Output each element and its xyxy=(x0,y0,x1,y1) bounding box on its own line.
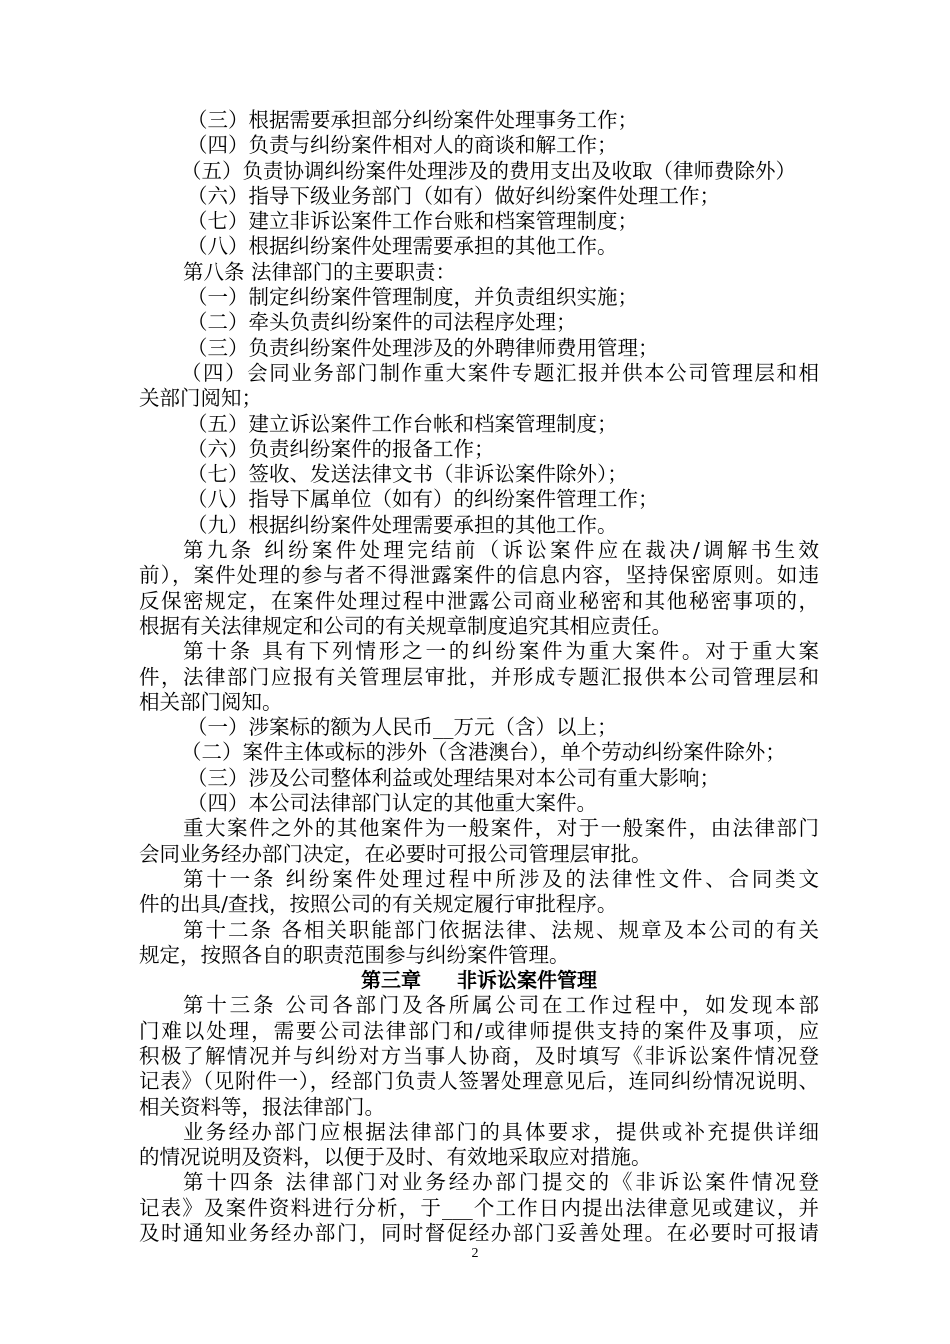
paragraph-line: 关部门阅知； xyxy=(139,386,262,411)
paragraph-line: （二）案件主体或标的涉外（含港澳台），单个劳动纠纷案件除外； xyxy=(181,740,786,765)
paragraph-line: 积极了解情况并与纠纷对方当事人协商，及时填写《非诉讼案件情况登 xyxy=(139,1043,819,1068)
chapter-heading xyxy=(139,968,819,993)
chapter-number: 第三章 xyxy=(361,968,421,993)
paragraph-line: （七）建立非诉讼案件工作台账和档案管理制度； xyxy=(187,209,638,234)
paragraph-line: （四）负责与纠纷案件相对人的商谈和解工作； xyxy=(187,133,618,158)
paragraph-line: （三）负责纠纷案件处理涉及的外聘律师费用管理； xyxy=(187,335,659,360)
paragraph-line: （四）本公司法律部门认定的其他重大案件。 xyxy=(187,791,597,816)
paragraph-line: 相关部门阅知。 xyxy=(139,689,283,714)
paragraph-line: 记表》（见附件一），经部门负责人签署处理意见后，连同纠纷情况说明、 xyxy=(139,1069,819,1094)
paragraph-line: 规定，按照各自的职责范围参与纠纷案件管理。 xyxy=(139,942,570,967)
paragraph-line: （二）牵头负责纠纷案件的司法程序处理； xyxy=(187,310,577,335)
paragraph-line: 会同业务经办部门决定，在必要时可报公司管理层审批。 xyxy=(139,841,652,866)
article-line: 第十四条 法律部门对业务经办部门提交的《非诉讼案件情况登 xyxy=(183,1170,819,1195)
paragraph-line: 业务经办部门应根据法律部门的具体要求，提供或补充提供详细 xyxy=(183,1119,819,1144)
document-body xyxy=(139,108,819,1246)
paragraph-line: （四）会同业务部门制作重大案件专题汇报并供本公司管理层和相 xyxy=(181,360,819,385)
article-heading: 第八条 法律部门的主要职责： xyxy=(183,259,457,284)
paragraph-line: 及时通知业务经办部门，同时督促经办部门妥善处理。在必要时可报请 xyxy=(139,1221,819,1246)
paragraph-line: 件，法律部门应报有关管理层审批，并形成专题汇报供本公司管理层和 xyxy=(139,664,819,689)
paragraph-line: （五）负责协调纠纷案件处理涉及的费用支出及收取（律师费除外） xyxy=(181,158,796,183)
article-line: 第十条 具有下列情形之一的纠纷案件为重大案件。对于重大案 xyxy=(183,639,819,664)
paragraph-line: （三）根据需要承担部分纠纷案件处理事务工作； xyxy=(187,108,638,132)
paragraph-line: （三）涉及公司整体利益或处理结果对本公司有重大影响； xyxy=(187,765,720,790)
paragraph-line: 门难以处理，需要公司法律部门和/或律师提供支持的案件及事项，应 xyxy=(139,1018,819,1043)
paragraph-line: （一）制定纠纷案件管理制度，并负责组织实施； xyxy=(187,285,638,310)
paragraph-line: （七）签收、发送法律文书（非诉讼案件除外）； xyxy=(187,462,628,487)
paragraph-line: （六）负责纠纷案件的报备工作； xyxy=(187,436,495,461)
article-line: 第十二条 各相关职能部门依据法律、法规、规章及本公司的有关 xyxy=(183,917,819,942)
paragraph-line: 根据有关法律规定和公司的有关规章制度追究其相应责任。 xyxy=(139,613,672,638)
article-line: 第十一条 纠纷案件处理过程中所涉及的法律性文件、合同类文 xyxy=(183,866,819,891)
paragraph-line: 反保密规定，在案件处理过程中泄露公司商业秘密和其他秘密事项的， xyxy=(139,588,819,613)
paragraph-line: 前），案件处理的参与者不得泄露案件的信息内容，坚持保密原则。如违 xyxy=(139,563,819,588)
paragraph-line: （五）建立诉讼案件工作台帐和档案管理制度； xyxy=(187,411,618,436)
paragraph-line: （九）根据纠纷案件处理需要承担的其他工作。 xyxy=(187,512,618,537)
paragraph-line: 记表》及案件资料进行分析，于___个工作日内提出法律意见或建议，并 xyxy=(139,1195,819,1220)
paragraph-line: （一）涉案标的额为人民币__万元（含）以上； xyxy=(187,715,618,740)
paragraph-line: 件的出具/查找，按照公司的有关规定履行审批程序。 xyxy=(139,892,618,917)
article-line: 第十三条 公司各部门及各所属公司在工作过程中，如发现本部 xyxy=(183,993,819,1018)
chapter-title: 非诉讼案件管理 xyxy=(457,968,597,993)
paragraph-line: （八）指导下属单位（如有）的纠纷案件管理工作； xyxy=(187,487,659,512)
page-number: 2 xyxy=(471,1246,479,1261)
paragraph-line: （八）根据纠纷案件处理需要承担的其他工作。 xyxy=(187,234,618,259)
paragraph-line: 重大案件之外的其他案件为一般案件，对于一般案件，由法律部门 xyxy=(183,816,819,841)
paragraph-line: 相关资料等，报法律部门。 xyxy=(139,1094,385,1119)
paragraph-line: 的情况说明及资料，以便于及时、有效地采取应对措施。 xyxy=(139,1145,652,1170)
article-line: 第九条 纠纷案件处理完结前（诉讼案件应在裁决/调解书生效 xyxy=(183,538,819,563)
paragraph-line: （六）指导下级业务部门（如有）做好纠纷案件处理工作； xyxy=(187,183,720,208)
